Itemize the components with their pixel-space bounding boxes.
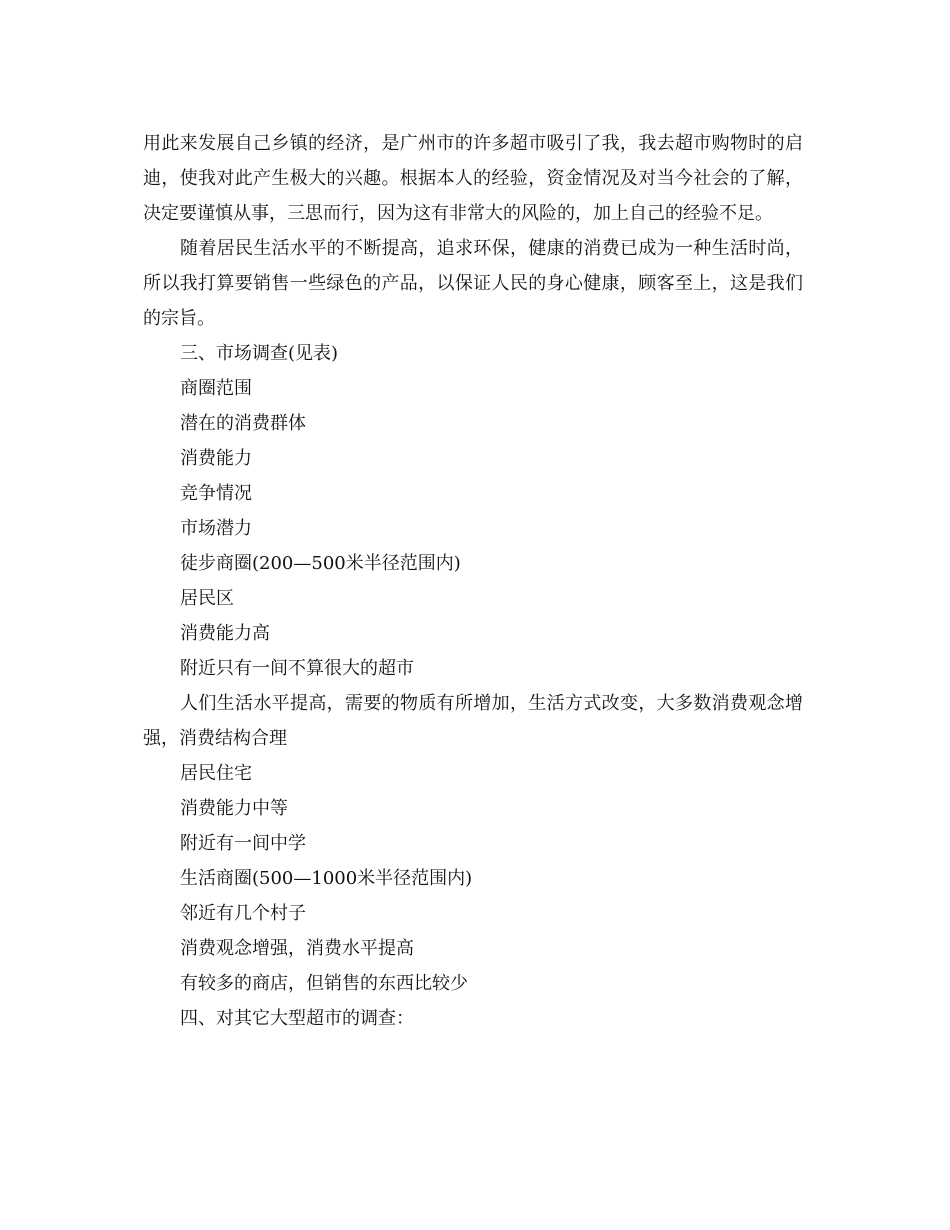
paragraph: 居民住宅 [180, 763, 252, 784]
paragraph: 附近只有一间不算很大的超市 [180, 658, 414, 679]
paragraph: 消费能力高 [180, 623, 270, 644]
paragraph: 人们生活水平提高，需要的物质有所增加，生活方式改变，大多数消费观念增强，消费结构合理 [143, 693, 803, 749]
paragraph: 竞争情况 [180, 483, 252, 504]
paragraph: 居民区 [180, 588, 234, 609]
paragraph: 用此来发展自己乡镇的经济，是广州市的许多超市吸引了我，我去超市购物时的启迪，使我对此产生极大的兴趣。根据本人的经验，资金情况及对当今社会的了解，决定要谨慎从事，三思而行，因为这有非常大的风险的，加上自己的经验不足。 [143, 133, 803, 224]
paragraph: 有较多的商店，但销售的东西比较少 [180, 973, 468, 994]
paragraph: 三、市场调查(见表) [180, 343, 339, 364]
paragraph: 市场潜力 [180, 518, 252, 539]
paragraph: 消费观念增强，消费水平提高 [180, 938, 414, 959]
paragraph: 消费能力中等 [180, 798, 288, 819]
paragraph: 邻近有几个村子 [180, 903, 306, 924]
paragraph: 四、对其它大型超市的调查： [180, 1008, 414, 1029]
document-body [143, 126, 803, 1036]
paragraph: 商圈范围 [180, 378, 252, 399]
paragraph: 徒步商圈(200—500米半径范围内) [180, 553, 461, 574]
paragraph: 随着居民生活水平的不断提高，追求环保，健康的消费已成为一种生活时尚，所以我打算要销售一些绿色的产品，以保证人民的身心健康，顾客至上，这是我们的宗旨。 [143, 238, 803, 329]
paragraph: 潜在的消费群体 [180, 413, 306, 434]
paragraph: 附近有一间中学 [180, 833, 306, 854]
paragraph: 生活商圈(500—1000米半径范围内) [180, 868, 473, 889]
paragraph: 消费能力 [180, 448, 252, 469]
